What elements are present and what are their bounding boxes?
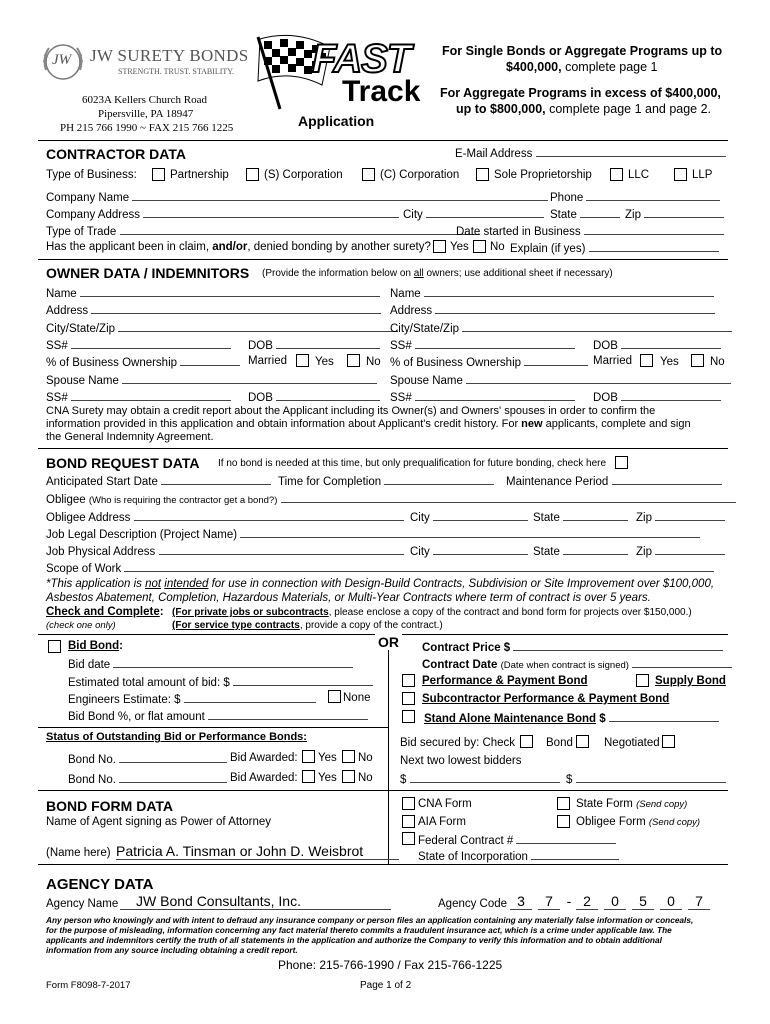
fast-wordmark: FAST xyxy=(312,37,411,81)
check-complete-label: Check and Complete: xyxy=(46,606,164,618)
obligee-zip-field[interactable]: Zip xyxy=(636,510,725,524)
logo xyxy=(40,40,255,88)
perf-pay-label: Performance & Payment Bond xyxy=(422,675,588,687)
awarded-1-no-label: No xyxy=(358,752,373,764)
agency-code-digit: 3 xyxy=(510,893,532,910)
bidder-1-field[interactable]: $ xyxy=(400,772,560,786)
eng-estimate-field[interactable]: Engineers Estimate: $ xyxy=(68,692,316,706)
owner1-married-yes-label: Yes xyxy=(315,356,334,368)
none-checkbox[interactable] xyxy=(328,690,341,703)
bid-secured-label: Bid secured by: Check xyxy=(400,737,516,749)
maintenance-field[interactable]: Maintenance Period xyxy=(506,474,722,488)
company-state-field[interactable]: State xyxy=(550,207,620,221)
none-label: None xyxy=(343,692,371,704)
owner2-married-no-label: No xyxy=(710,356,725,368)
agent-name-value[interactable]: Patricia A. Tinsman or John D. Weisbrot xyxy=(116,843,399,860)
instruction-line4: up to $800,000, complete page 1 and page 2. xyxy=(456,102,712,116)
owner2-spouse-ss-field[interactable]: SS# xyxy=(390,390,575,404)
bid-awarded-1-label: Bid Awarded: xyxy=(230,752,298,764)
address-line1: 6023A Kellers Church Road xyxy=(82,94,207,106)
contractor-rule xyxy=(38,259,728,260)
fraud-warning-4: information from any source including obtaining a credit report. xyxy=(46,945,298,955)
legal-desc-field[interactable]: Job Legal Description (Project Name) xyxy=(46,527,700,541)
c-corp-checkbox[interactable] xyxy=(362,168,375,181)
obligee-state-field[interactable]: State xyxy=(533,510,628,524)
email-field[interactable]: E-Mail Address xyxy=(455,146,726,160)
type-trade-field[interactable]: Type of Trade xyxy=(46,224,480,238)
address-line2: Pipersville, PA 18947 xyxy=(98,108,194,120)
bond-no-1-field[interactable]: Bond No. xyxy=(68,752,227,766)
contract-price-field[interactable]: Contract Price $ xyxy=(422,640,723,654)
fast-track-logo xyxy=(250,33,440,133)
obligee-form-checkbox[interactable] xyxy=(557,815,570,828)
owner1-married-no-label: No xyxy=(366,356,381,368)
sub-perf-label: Subcontractor Performance & Payment Bond xyxy=(422,693,670,705)
company-city-field[interactable]: City xyxy=(403,207,544,221)
owner2-dob-field[interactable]: DOB xyxy=(593,338,721,352)
cna-disclosure-2: information provided in this application and obtain information about Applicant's credit history. For new applicants, complete and sign xyxy=(46,418,691,430)
service-contracts-note: (For service type contracts, provide a copy of the contract.) xyxy=(172,620,443,631)
agency-name-value[interactable]: JW Bond Consultants, Inc. xyxy=(120,893,391,910)
agency-phone: Phone: 215-766-1990 / Fax 215-766-1225 xyxy=(278,958,503,972)
job-zip-field[interactable]: Zip xyxy=(636,544,725,558)
claim-question: Has the applicant been in claim, and/or, denied bonding by another surety? xyxy=(46,241,431,253)
aia-form-checkbox[interactable] xyxy=(402,815,415,828)
job-address-field[interactable]: Job Physical Address xyxy=(46,544,404,558)
owner2-married-label: Married xyxy=(593,355,632,367)
contract-date-field[interactable]: Contract Date (Date when contract is signed) xyxy=(422,657,732,671)
owner1-spouse-ss-field[interactable]: SS# xyxy=(46,390,231,404)
phone-field[interactable]: Phone xyxy=(550,190,720,204)
agency-title: AGENCY DATA xyxy=(46,876,154,893)
instruction-line2: $400,000, complete page 1 xyxy=(506,60,658,74)
owner-title: OWNER DATA / INDEMNITORS xyxy=(46,265,250,281)
sole-prop-checkbox[interactable] xyxy=(476,168,489,181)
awarded-2-no-checkbox[interactable] xyxy=(342,770,355,783)
bondform-bottom-rule xyxy=(38,864,728,865)
aia-form-label: AIA Form xyxy=(418,816,466,828)
cna-disclosure-1: CNA Surety may obtain a credit report about the Applicant including its Owner(s) and Owners' spouses in order to confirm the xyxy=(46,405,656,417)
owner1-name-field[interactable]: Name xyxy=(46,286,380,300)
federal-checkbox[interactable] xyxy=(402,832,415,845)
claim-no-label: No xyxy=(490,241,505,253)
owner-rule xyxy=(38,448,728,449)
est-total-field[interactable]: Estimated total amount of bid: $ xyxy=(68,675,373,689)
bid-awarded-2-label: Bid Awarded: xyxy=(230,772,298,784)
sub-perf-checkbox[interactable] xyxy=(402,692,415,705)
agency-code-digit: 7 xyxy=(688,893,710,910)
partnership-checkbox[interactable] xyxy=(152,168,165,181)
owner1-address-field[interactable]: Address xyxy=(46,303,381,317)
instruction-line3: For Aggregate Programs in excess of $400,000, xyxy=(440,86,721,100)
application-label: Application xyxy=(298,113,375,129)
cna-disclosure-3: the General Indemnity Agreement. xyxy=(46,431,214,443)
claim-yes-checkbox[interactable] xyxy=(433,240,446,253)
agency-code-digit: 5 xyxy=(632,893,654,910)
status-title: Status of Outstanding Bid or Performance Bonds: xyxy=(46,731,307,743)
obligee-form-label: Obligee Form (Send copy) xyxy=(576,816,701,828)
agency-code-digit: 2 xyxy=(576,893,598,910)
private-jobs-note: (For private jobs or subcontracts, please enclose a copy of the contract and bond form for projects over $150,000.) xyxy=(172,607,692,618)
supply-bond-checkbox[interactable] xyxy=(636,674,649,687)
agency-code-digit: 0 xyxy=(660,893,682,910)
owner1-spouse-field[interactable]: Spouse Name xyxy=(46,373,377,387)
agency-code[interactable] xyxy=(510,893,710,910)
state-inc-field[interactable]: State of Incorporation xyxy=(418,849,619,863)
sole-prop-label: Sole Proprietorship xyxy=(494,169,592,181)
standalone-field[interactable]: Stand Alone Maintenance Bond $ xyxy=(424,711,719,725)
owner2-name-field[interactable]: Name xyxy=(390,286,714,300)
owner1-married-no-checkbox[interactable] xyxy=(347,354,360,367)
contractor-title: CONTRACTOR DATA xyxy=(46,146,186,162)
cna-form-label: CNA Form xyxy=(418,798,472,810)
state-form-checkbox[interactable] xyxy=(557,797,570,810)
bid-pct-field[interactable]: Bid Bond %, or flat amount xyxy=(68,709,368,723)
job-state-field[interactable]: State xyxy=(533,544,628,558)
obligee-city-field[interactable]: City xyxy=(410,510,528,524)
owner2-spouse-field[interactable]: Spouse Name xyxy=(390,373,731,387)
status-rule xyxy=(38,727,388,728)
awarded-2-yes-label: Yes xyxy=(318,772,337,784)
awarded-1-no-checkbox[interactable] xyxy=(342,750,355,763)
notice-line1: *This application is not intended for use in connection with Design-Build Contracts, Subdivision or Site Improvement over $100,000, xyxy=(46,578,715,590)
owner1-ss-field[interactable]: SS# xyxy=(46,338,231,352)
bondform-title: BOND FORM DATA xyxy=(46,798,174,814)
secured-check-checkbox[interactable] xyxy=(520,735,533,748)
logo-name: JW SURETY BONDS xyxy=(90,46,249,65)
instruction-line1: For Single Bonds or Aggregate Programs up to xyxy=(442,44,723,58)
scope-field[interactable]: Scope of Work xyxy=(46,561,714,575)
standalone-checkbox[interactable] xyxy=(402,710,415,723)
agency-code-digit: 7 xyxy=(538,893,560,910)
type-business-label: Type of Business: xyxy=(46,169,137,181)
choice-divider xyxy=(388,634,389,790)
owner2-address-field[interactable]: Address xyxy=(390,303,715,317)
owner2-spouse-dob-field[interactable]: DOB xyxy=(593,390,721,404)
agency-name-label: Agency Name xyxy=(46,898,119,910)
awarded-1-yes-label: Yes xyxy=(318,752,337,764)
bid-date-field[interactable]: Bid date xyxy=(68,657,353,671)
logo-monogram: JW xyxy=(52,52,72,68)
prequal-checkbox[interactable] xyxy=(615,456,628,469)
owner2-ownership-field[interactable]: % of Business Ownership xyxy=(390,355,588,369)
claim-no-checkbox[interactable] xyxy=(473,240,486,253)
negotiated-checkbox[interactable] xyxy=(662,735,675,748)
obligee-field[interactable]: Obligee (Who is requiring the contractor get a bond?) xyxy=(46,492,736,506)
bid-bond-label: Bid Bond: xyxy=(68,640,123,652)
date-started-field[interactable]: Date started in Business xyxy=(456,224,724,238)
completion-field[interactable]: Time for Completion xyxy=(278,474,494,488)
owner2-married-yes-checkbox[interactable] xyxy=(640,354,653,367)
address-line3: PH 215 766 1990 ~ FAX 215 766 1225 xyxy=(60,122,234,134)
owner1-dob-field[interactable]: DOB xyxy=(248,338,380,352)
start-date-field[interactable]: Anticipated Start Date xyxy=(46,474,271,488)
bid-bond-checkbox[interactable] xyxy=(48,640,61,653)
bond-no-2-field[interactable]: Bond No. xyxy=(68,772,227,786)
obligee-address-field[interactable]: Obligee Address xyxy=(46,510,404,524)
agency-code-dash: - xyxy=(566,893,572,909)
logo-tagline: STRENGTH. TRUST. STABILITY. xyxy=(118,67,235,76)
company-name-field[interactable]: Company Name xyxy=(46,190,548,204)
form-number: Form F8098-7-2017 xyxy=(46,980,131,991)
owner1-married-yes-checkbox[interactable] xyxy=(296,354,309,367)
owner-note: (Provide the information below on all owners; use additional sheet if necessary) xyxy=(262,268,613,279)
check-one-note: (check one only) xyxy=(46,620,116,631)
supply-bond-label: Supply Bond xyxy=(655,675,726,687)
owner2-ss-field[interactable]: SS# xyxy=(390,338,575,352)
owner1-csz-field[interactable]: City/State/Zip xyxy=(46,321,398,335)
awarded-1-yes-checkbox[interactable] xyxy=(302,750,315,763)
secured-bond-checkbox[interactable] xyxy=(576,735,589,748)
llp-checkbox[interactable] xyxy=(674,168,687,181)
prequal-label: If no bond is needed at this time, but only prequalification for future bonding, check here xyxy=(218,458,607,469)
header-rule xyxy=(38,140,728,141)
state-form-label: State Form (Send copy) xyxy=(576,798,688,810)
owner2-csz-field[interactable]: City/State/Zip xyxy=(390,321,732,335)
fraud-warning-3: applicants and indemnitors certify the truth of all statements in the application and authorize the Company to verify this information and to obtain additional xyxy=(46,935,662,945)
claim-yes-label: Yes xyxy=(450,241,469,253)
c-corp-label: (C) Corporation xyxy=(380,169,460,181)
owner1-married-label: Married xyxy=(248,355,287,367)
agency-code-label: Agency Code xyxy=(438,898,508,910)
awarded-2-no-label: No xyxy=(358,772,373,784)
notice-line2: Asbestos Abatement, Completion, Hazardous Materials, or Multi-Year Contracts where term of contract is over 5 years. xyxy=(46,592,651,604)
company-address-field[interactable]: Company Address xyxy=(46,207,399,221)
next-two-label: Next two lowest bidders xyxy=(400,755,522,767)
perf-pay-checkbox[interactable] xyxy=(402,674,415,687)
name-here-label: (Name here) xyxy=(46,847,111,859)
llp-label: LLP xyxy=(692,169,713,181)
owner1-spouse-dob-field[interactable]: DOB xyxy=(248,390,380,404)
fraud-warning-2: for the purpose of misleading, information concerning any fact material thereto commits a fraudulent insurance act, which is a crime under applicable law. The xyxy=(46,925,672,935)
owner1-ownership-field[interactable]: % of Business Ownership xyxy=(46,355,240,369)
s-corp-label: (S) Corporation xyxy=(264,169,343,181)
bond-title: BOND REQUEST DATA xyxy=(46,455,200,471)
agent-label: Name of Agent signing as Power of Attorney xyxy=(46,816,272,828)
fraud-warning-1: Any person who knowingly and with intent to defraud any insurance company or person files an application containing any materially false information or conceals, xyxy=(46,915,694,925)
llc-label: LLC xyxy=(628,169,650,181)
llc-checkbox[interactable] xyxy=(610,168,623,181)
agency-code-digit: 0 xyxy=(604,893,626,910)
owner2-married-yes-label: Yes xyxy=(660,356,679,368)
partnership-label: Partnership xyxy=(170,169,229,181)
negotiated-label: Negotiated xyxy=(604,737,660,749)
page-number: Page 1 of 2 xyxy=(360,980,412,991)
federal-field[interactable]: Federal Contract # xyxy=(418,833,616,847)
cna-form-checkbox[interactable] xyxy=(402,797,415,810)
job-city-field[interactable]: City xyxy=(410,544,528,558)
bidder-2-field[interactable]: $ xyxy=(566,772,726,786)
awarded-2-yes-checkbox[interactable] xyxy=(302,770,315,783)
owner2-married-no-checkbox[interactable] xyxy=(691,354,704,367)
s-corp-checkbox[interactable] xyxy=(246,168,259,181)
track-wordmark: Track xyxy=(342,75,421,108)
explain-field[interactable]: Explain (if yes) xyxy=(510,241,719,255)
company-zip-field[interactable]: Zip xyxy=(625,207,724,221)
or-label: OR xyxy=(375,634,402,650)
secured-bond-label: Bond xyxy=(546,737,573,749)
bondform-top-rule xyxy=(38,790,728,791)
